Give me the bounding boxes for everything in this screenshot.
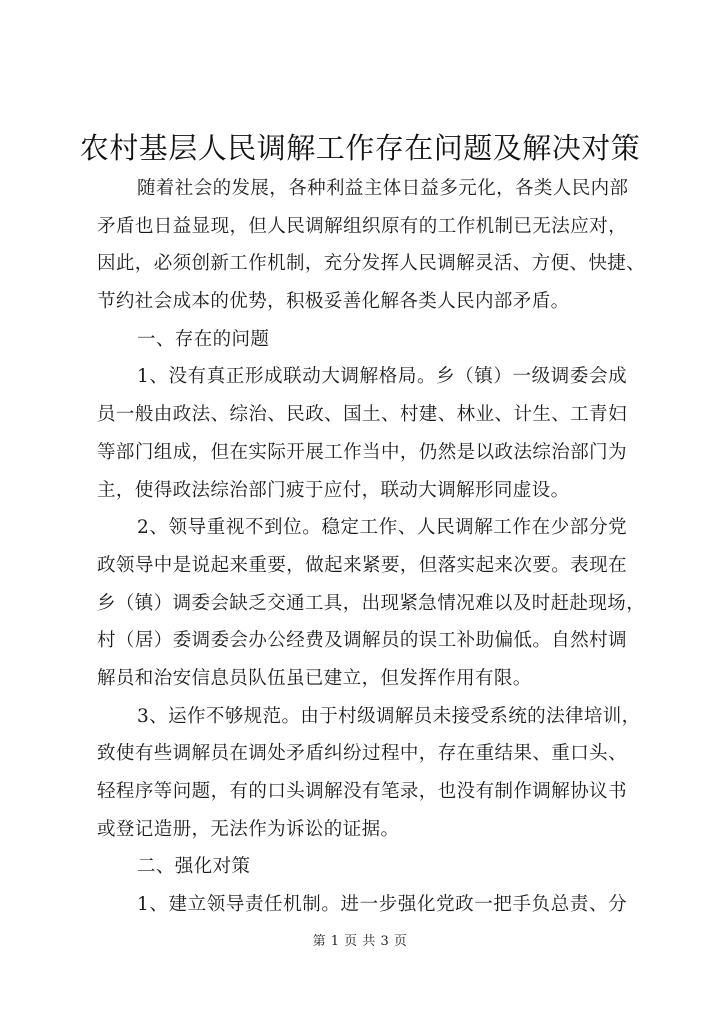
text-line: 或登记造册，无法作为诉讼的证据。 (97, 818, 400, 840)
text-line: 村（居）委调委会办公经费及调解员的误工补助偏低。自然村调 (97, 630, 627, 652)
document-title: 农村基层人民调解工作存在问题及解决对策 (79, 131, 641, 165)
section-heading: 二、强化对策 (137, 856, 251, 878)
text-line: 因此，必须创新工作机制，充分发挥人民调解灵活、方便、快捷、 (97, 253, 646, 275)
section-heading-measures (97, 848, 627, 886)
text-line: 主，使得政法综治部门疲于应付，联动大调解形同虚设。 (97, 479, 570, 501)
page-indicator: 第 1 页 共 3 页 (312, 934, 408, 949)
text-line: 等部门组成，但在实际开展工作当中，仍然是以政法综治部门为 (97, 441, 627, 463)
paragraph-problem-2 (97, 509, 646, 697)
text-line: 1、建立领导责任机制。进一步强化党政一把手负总责、分 (137, 894, 627, 916)
text-line: 乡（镇）调委会缺乏交通工具，出现紧急情况难以及时赶赴现场， (97, 592, 646, 614)
text-line: 节约社会成本的优势，积极妥善化解各类人民内部矛盾。 (97, 291, 570, 313)
paragraph-problem-3 (97, 698, 641, 849)
paragraph-intro (97, 170, 646, 321)
text-line: 致使有些调解员在调处矛盾纠纷过程中，存在重结果、重口头、 (97, 743, 627, 765)
text-line: 3、运作不够规范。由于村级调解员未接受系统的法律培训， (137, 705, 641, 727)
section-heading-problems (97, 321, 627, 359)
text-line: 矛盾也日益显现，但人民调解组织原有的工作机制已无法应对， (97, 215, 627, 237)
document-body (97, 170, 646, 924)
text-line: 政领导中是说起来重要，做起来紧要，但落实起来次要。表现在 (97, 554, 627, 576)
paragraph-measure-1 (97, 886, 627, 924)
text-line: 解员和治安信息员队伍虽已建立，但发挥作用有限。 (97, 667, 532, 689)
text-line: 1、没有真正形成联动大调解格局。乡（镇）一级调委会成 (137, 366, 627, 388)
text-line: 轻程序等问题，有的口头调解没有笔录，也没有制作调解协议书 (97, 781, 627, 802)
section-heading: 一、存在的问题 (137, 328, 270, 350)
text-line: 2、领导重视不到位。稳定工作、人民调解工作在少部分党 (137, 517, 627, 539)
paragraph-problem-1 (97, 358, 627, 509)
text-line: 随着社会的发展，各种利益主体日益多元化，各类人民内部 (137, 178, 629, 199)
text-line: 员一般由政法、综治、民政、国土、村建、林业、计生、工青妇 (97, 404, 627, 426)
